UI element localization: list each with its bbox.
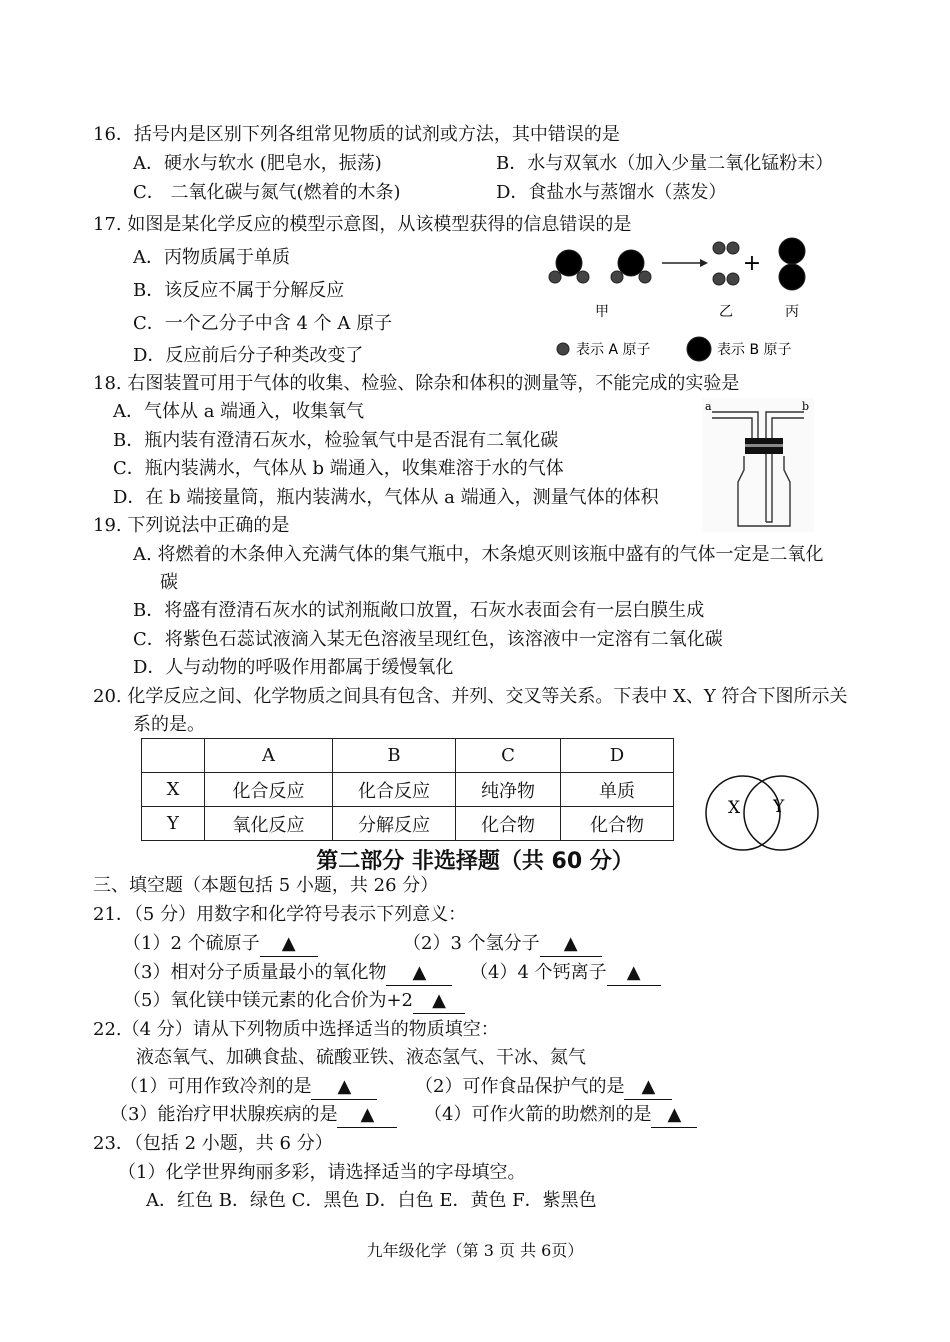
table-cell: 化合物 bbox=[456, 807, 561, 841]
part3-heading: 三、填空题（本题包括 5 小题，共 26 分） bbox=[93, 875, 439, 896]
q21-item-5: （5）氧化镁中镁元素的化合价为+2 ▲ bbox=[123, 989, 465, 1014]
port-a-label: a bbox=[705, 400, 712, 413]
q18-option-b: B．瓶内装有澄清石灰水，检验氧气中是否混有二氧化碳 bbox=[113, 430, 559, 451]
q16-option-b: B．水与双氧水（加入少量二氧化锰粉末） bbox=[496, 153, 834, 174]
q21-item-2: （2）3 个氢分子 ▲ bbox=[403, 932, 602, 957]
q19-option-d: D．人与动物的呼吸作用都属于缓慢氧化 bbox=[133, 657, 454, 678]
q22-item-3: （3）能治疗甲状腺疾病的是 ▲ bbox=[110, 1103, 397, 1128]
q23-part-1: （1）化学世界绚丽多彩，请选择适当的字母填空。 bbox=[118, 1162, 526, 1183]
q18-option-a: A．气体从 a 端通入，收集氧气 bbox=[113, 401, 365, 422]
answer-blank[interactable]: ▲ bbox=[413, 989, 465, 1014]
q19-option-a-cont: 碳 bbox=[160, 572, 178, 593]
legend-b-text: 表示 B 原子 bbox=[717, 342, 792, 358]
answer-blank[interactable]: ▲ bbox=[337, 1103, 397, 1128]
table-cell: 纯净物 bbox=[456, 773, 561, 807]
answer-blank[interactable]: ▲ bbox=[607, 961, 661, 986]
reaction-model-diagram bbox=[540, 232, 820, 367]
table-cell: 氧化反应 bbox=[205, 807, 333, 841]
label-jia: 甲 bbox=[595, 304, 609, 320]
answer-blank[interactable]: ▲ bbox=[624, 1075, 672, 1100]
table-cell: 化合反应 bbox=[333, 773, 456, 807]
q16-option-a: A．硬水与软水 (肥皂水，振荡) bbox=[133, 153, 382, 174]
q21-item-1: （1）2 个硫原子 ▲ bbox=[123, 932, 318, 957]
q22-item-4: （4）可作火箭的助燃剂的是 ▲ bbox=[424, 1103, 697, 1128]
label-bing: 丙 bbox=[785, 304, 799, 320]
venn-diagram bbox=[700, 773, 824, 855]
gas-bottle-apparatus bbox=[702, 398, 814, 532]
q21-item-3: （3）相对分子质量最小的氧化物 ▲ bbox=[123, 961, 452, 986]
answer-blank[interactable]: ▲ bbox=[386, 961, 452, 986]
q17-option-a: A．丙物质属于单质 bbox=[133, 247, 290, 268]
table-cell: 化合物 bbox=[561, 807, 674, 841]
table-cell bbox=[142, 739, 205, 773]
q18-option-c: C．瓶内装满水，气体从 b 端通入，收集难溶于水的气体 bbox=[113, 458, 564, 479]
table-row bbox=[142, 739, 674, 773]
q20-stem: 20. 化学反应之间、化学物质之间具有包含、并列、交叉等关系。下表中 X、Y 符合下图所示关 bbox=[93, 686, 848, 707]
q17-stem: 17. 如图是某化学反应的模型示意图，从该模型获得的信息错误的是 bbox=[93, 214, 632, 235]
q16-option-d: D．食盐水与蒸馏水（蒸发） bbox=[496, 182, 727, 203]
q17-option-c: C．一个乙分子中含 4 个 A 原子 bbox=[133, 313, 393, 334]
q22-substance-list: 液态氧气、加碘食盐、硫酸亚铁、液态氢气、干冰、氮气 bbox=[136, 1047, 586, 1068]
answer-blank[interactable]: ▲ bbox=[651, 1103, 697, 1128]
venn-y-label: Y bbox=[773, 797, 785, 817]
answer-blank[interactable]: ▲ bbox=[260, 932, 318, 957]
legend-a-text: 表示 A 原子 bbox=[576, 342, 651, 358]
q23-stem: 23．（包括 2 小题，共 6 分） bbox=[93, 1133, 333, 1154]
q17-option-d: D．反应前后分子种类改变了 bbox=[133, 345, 364, 366]
table-cell: C bbox=[456, 739, 561, 773]
q17-option-b: B．该反应不属于分解反应 bbox=[133, 280, 345, 301]
port-b-label: b bbox=[802, 400, 810, 413]
q19-option-c: C．将紫色石蕊试液滴入某无色溶液呈现红色，该溶液中一定溶有二氧化碳 bbox=[133, 629, 723, 650]
plus-sign: + bbox=[742, 251, 762, 276]
q21-stem: 21．（5 分）用数字和化学符号表示下列意义： bbox=[93, 904, 467, 925]
q18-stem: 18. 右图装置可用于气体的收集、检验、除杂和体积的测量等，不能完成的实验是 bbox=[93, 373, 740, 394]
table-cell: A bbox=[205, 739, 333, 773]
venn-x-label: X bbox=[728, 798, 741, 818]
table-cell: 单质 bbox=[561, 773, 674, 807]
answer-blank[interactable]: ▲ bbox=[311, 1075, 377, 1100]
q22-item-1: （1）可用作致冷剂的是 ▲ bbox=[120, 1075, 377, 1100]
q22-stem: 22.（4 分）请从下列物质中选择适当的物质填空： bbox=[93, 1019, 499, 1040]
q20-table bbox=[141, 738, 674, 841]
table-row bbox=[142, 807, 674, 841]
q18-option-d: D．在 b 端接量筒，瓶内装满水，气体从 a 端通入，测量气体的体积 bbox=[113, 487, 659, 508]
table-cell: 化合反应 bbox=[205, 773, 333, 807]
q21-item-4: （4）4 个钙离子 ▲ bbox=[470, 961, 661, 986]
table-cell: 分解反应 bbox=[333, 807, 456, 841]
q19-option-a: A. 将燃着的木条伸入充满气体的集气瓶中，木条熄灭则该瓶中盛有的气体一定是二氧化 bbox=[133, 544, 824, 565]
section-title: 第二部分 非选择题（共 60 分） bbox=[316, 849, 634, 874]
q16-stem: 16．括号内是区别下列各组常见物质的试剂或方法，其中错误的是 bbox=[93, 124, 620, 145]
table-cell: D bbox=[561, 739, 674, 773]
q23-options: A．红色 B．绿色 C．黑色 D．白色 E．黄色 F．紫黑色 bbox=[146, 1190, 597, 1211]
table-cell: Y bbox=[142, 807, 205, 841]
table-cell: B bbox=[333, 739, 456, 773]
q20-stem-cont: 系的是。 bbox=[133, 714, 205, 735]
table-row bbox=[142, 773, 674, 807]
q22-item-2: （2）可作食品保护气的是 ▲ bbox=[415, 1075, 672, 1100]
q19-stem: 19. 下列说法中正确的是 bbox=[93, 515, 290, 536]
page-footer: 九年级化学（第 3 页 共 6页） bbox=[366, 1241, 584, 1260]
q16-option-c: C． 二氧化碳与氮气(燃着的木条) bbox=[133, 182, 401, 203]
label-yi: 乙 bbox=[719, 304, 733, 320]
answer-blank[interactable]: ▲ bbox=[540, 932, 602, 957]
table-cell: X bbox=[142, 773, 205, 807]
q19-option-b: B．将盛有澄清石灰水的试剂瓶敞口放置，石灰水表面会有一层白膜生成 bbox=[133, 600, 705, 621]
